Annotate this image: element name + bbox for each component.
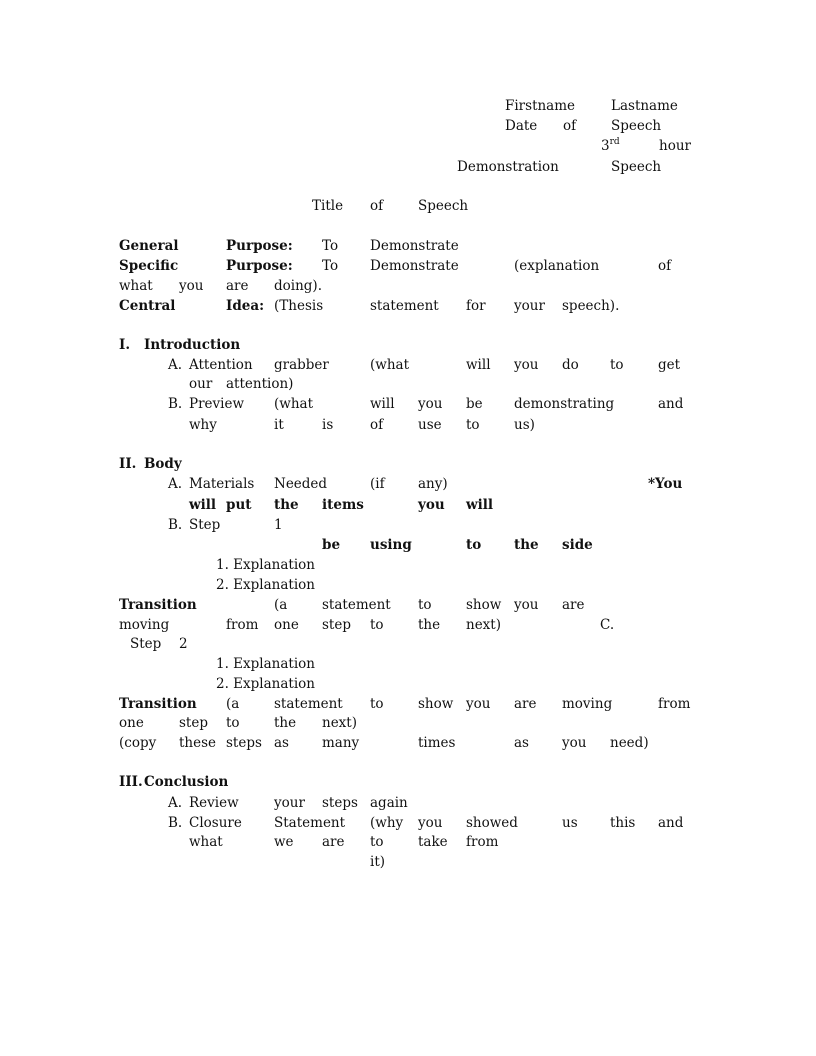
word: are [562, 597, 585, 613]
word: speech). [562, 298, 620, 314]
word: you [562, 735, 587, 751]
word: Speech [418, 198, 469, 214]
word: (explanation [514, 258, 600, 274]
word: (if [370, 476, 385, 492]
word: statement [322, 597, 391, 613]
word: we [274, 834, 294, 850]
word: you [418, 815, 443, 831]
word: demonstrating [514, 396, 615, 412]
section-number: II. [119, 456, 137, 472]
word: (why [370, 815, 404, 831]
item-marker: C. [600, 617, 615, 633]
word: what [189, 834, 223, 850]
word: Review [189, 795, 239, 811]
label: Purpose: [226, 258, 293, 274]
word: what [119, 278, 153, 294]
word: one [274, 617, 299, 633]
word: us [562, 815, 578, 831]
word: you [418, 497, 445, 513]
word: the [274, 497, 299, 513]
word: you [418, 396, 443, 412]
label: Specific [119, 258, 179, 274]
word: will [466, 357, 491, 373]
word: from [226, 617, 259, 633]
word: our [189, 376, 213, 392]
section-heading: Conclusion [144, 774, 229, 790]
word: your [514, 298, 545, 314]
word: using [370, 537, 412, 553]
word: as [514, 735, 529, 751]
word: Attention [189, 357, 253, 373]
word: any) [418, 476, 448, 492]
word: to [466, 537, 482, 553]
word: Date [505, 118, 538, 134]
word: 1 [274, 517, 283, 533]
word: grabber [274, 357, 329, 373]
item-marker: B. [168, 815, 183, 831]
word: your [274, 795, 305, 811]
word: Speech [611, 159, 662, 175]
label: Purpose: [226, 238, 293, 254]
explanation-item: 2. Explanation [216, 676, 315, 692]
label: General [119, 238, 179, 254]
section-number: III. [119, 774, 143, 790]
word: use [418, 417, 442, 433]
section-heading: Body [144, 456, 182, 472]
word: will [189, 497, 217, 513]
word: put [226, 497, 252, 513]
word: side [562, 537, 593, 553]
label: Transition [119, 597, 197, 613]
label: Transition [119, 696, 197, 712]
last-name: Lastname [611, 98, 678, 114]
word: again [370, 795, 408, 811]
word: it) [370, 854, 386, 870]
word: steps [226, 735, 262, 751]
word: from [658, 696, 691, 712]
word: (what [274, 396, 313, 412]
word: moving [119, 617, 170, 633]
word: one [119, 715, 144, 731]
word: steps [322, 795, 358, 811]
item-marker: B. [168, 517, 183, 533]
word: be [322, 537, 341, 553]
word: items [322, 497, 364, 513]
word: (Thesis [274, 298, 324, 314]
word: (a [274, 597, 288, 613]
word: do [562, 357, 579, 373]
word: Demonstration [457, 159, 559, 175]
word: will [466, 497, 494, 513]
word: to [370, 834, 384, 850]
word: are [226, 278, 249, 294]
word: Step [130, 636, 162, 652]
word: step [179, 715, 208, 731]
section-heading: Introduction [144, 337, 241, 353]
word: show [466, 597, 502, 613]
word: moving [562, 696, 613, 712]
word: the [274, 715, 297, 731]
word: it [274, 417, 284, 433]
word: get [658, 357, 681, 373]
item-marker: A. [168, 476, 183, 492]
word: statement [370, 298, 439, 314]
word: (copy [119, 735, 157, 751]
word: us) [514, 417, 535, 433]
word: *You [648, 476, 683, 492]
word: of [563, 118, 577, 134]
word: you [514, 597, 539, 613]
word: of [370, 198, 384, 214]
word: you [514, 357, 539, 373]
word: Needed [274, 476, 328, 492]
word: take [418, 834, 448, 850]
word: Demonstrate [370, 238, 459, 254]
label: Central [119, 298, 176, 314]
word: Preview [189, 396, 245, 412]
word: to [418, 597, 432, 613]
word: showed [466, 815, 518, 831]
item-marker: B. [168, 396, 183, 412]
word: of [370, 417, 384, 433]
word: you [466, 696, 491, 712]
word: this [610, 815, 636, 831]
word: Statement [274, 815, 346, 831]
word: Step [189, 517, 221, 533]
word: 2 [179, 636, 188, 652]
word: times [418, 735, 456, 751]
word: Materials [189, 476, 255, 492]
word: many [322, 735, 360, 751]
word: Demonstrate [370, 258, 459, 274]
word: why [189, 417, 217, 433]
word: next) [322, 715, 357, 731]
word: to [466, 417, 480, 433]
word: is [322, 417, 334, 433]
period-number: 3rd [601, 136, 620, 154]
word: Title [312, 198, 344, 214]
word: be [466, 396, 483, 412]
word: are [514, 696, 537, 712]
word: to [226, 715, 240, 731]
word: show [418, 696, 454, 712]
word: need) [610, 735, 649, 751]
first-name: Firstname [505, 98, 576, 114]
item-marker: A. [168, 357, 183, 373]
word: to [610, 357, 624, 373]
word: Closure [189, 815, 242, 831]
word: Speech [611, 118, 662, 134]
word: for [466, 298, 486, 314]
word: from [466, 834, 499, 850]
section-number: I. [119, 337, 131, 353]
word: you [179, 278, 204, 294]
word: (what [370, 357, 409, 373]
label: Idea: [226, 298, 265, 314]
explanation-item: 1. Explanation [216, 656, 315, 672]
word: to [370, 696, 384, 712]
word: of [658, 258, 672, 274]
item-marker: A. [168, 795, 183, 811]
word: as [274, 735, 289, 751]
word: these [179, 735, 217, 751]
word: statement [274, 696, 343, 712]
word: step [322, 617, 351, 633]
word: next) [466, 617, 501, 633]
word: attention) [226, 376, 294, 392]
word: (a [226, 696, 240, 712]
word: will [370, 396, 395, 412]
word: hour [659, 138, 691, 154]
word: the [418, 617, 441, 633]
word: To [322, 238, 339, 254]
word: to [370, 617, 384, 633]
word: and [658, 396, 684, 412]
word: doing). [274, 278, 322, 294]
word: the [514, 537, 539, 553]
explanation-item: 2. Explanation [216, 577, 315, 593]
explanation-item: 1. Explanation [216, 557, 315, 573]
word: are [322, 834, 345, 850]
word: and [658, 815, 684, 831]
word: To [322, 258, 339, 274]
